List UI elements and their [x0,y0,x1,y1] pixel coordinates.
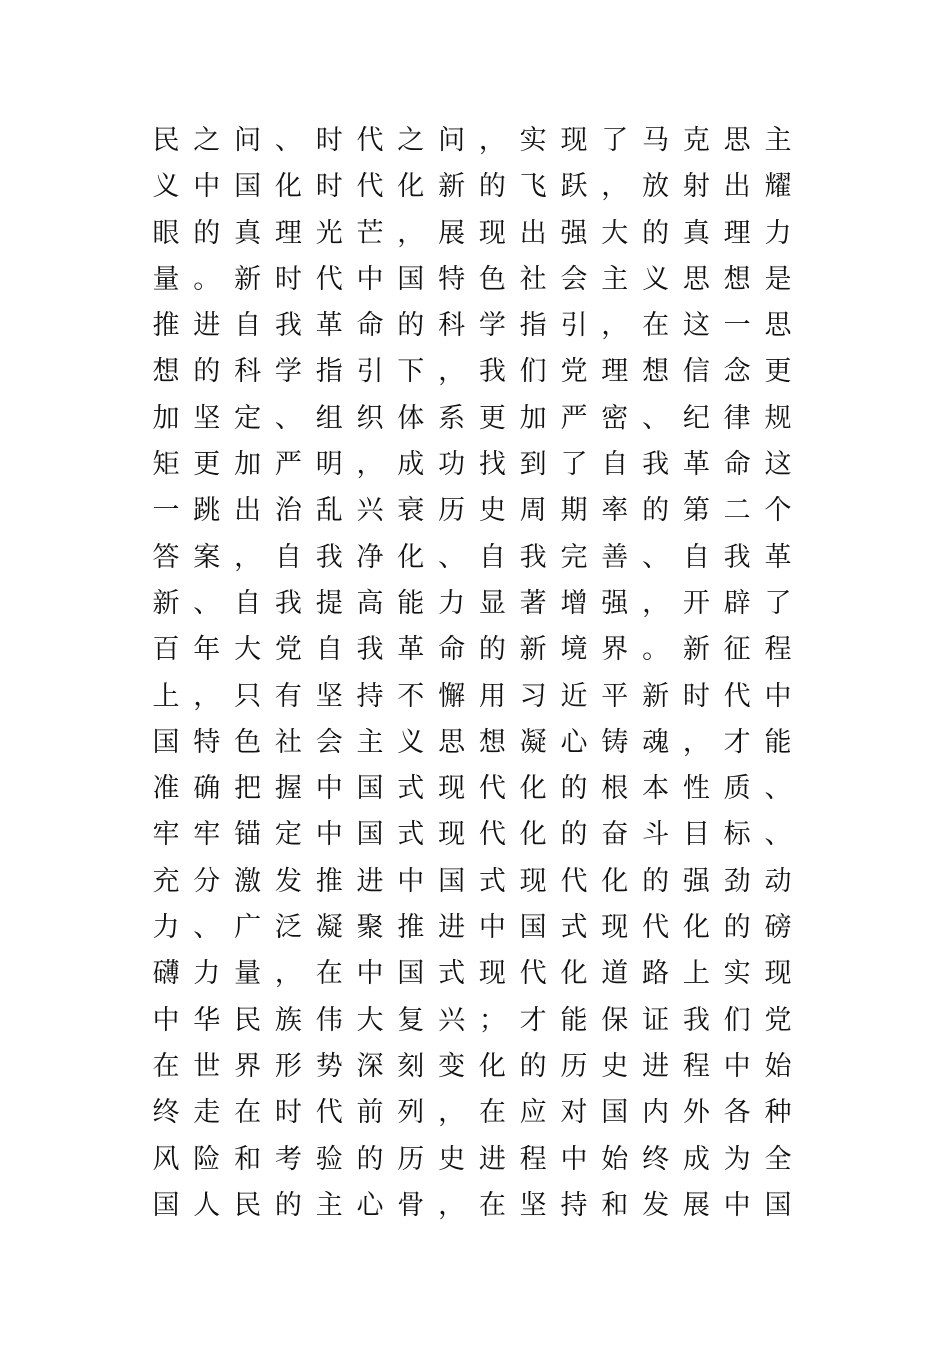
text-line: 力 、 广 泛 凝 聚 推 进 中 国 式 现 代 化 的 磅 [152,912,792,944]
text-line: 充 分 激 发 推 进 中 国 式 现 代 化 的 强 劲 动 [152,865,792,897]
text-line: 眼 的 真 理 光 芒 ， 展 现 出 强 大 的 真 理 力 [152,217,792,249]
text-line: 想 的 科 学 指 引 下 ， 我 们 党 理 想 信 念 更 [152,356,792,388]
body-text [152,118,792,1229]
text-line: 礴 力 量 ， 在 中 国 式 现 代 化 道 路 上 实 现 [152,958,792,990]
text-line: 民 之 问 、 时 代 之 问 ， 实 现 了 马 克 思 主 [152,125,792,156]
text-line: 加 坚 定 、 组 织 体 系 更 加 严 密 、 纪 律 规 [152,402,792,434]
text-line: 风 险 和 考 验 的 历 史 进 程 中 始 终 成 为 全 [152,1143,792,1175]
text-line: 义 中 国 化 时 代 化 新 的 飞 跃 ， 放 射 出 耀 [152,171,792,203]
text-line: 推 进 自 我 革 命 的 科 学 指 引 ， 在 这 一 思 [152,310,792,342]
text-line: 矩 更 加 严 明 ， 成 功 找 到 了 自 我 革 命 这 [152,449,792,481]
text-line: 上 ， 只 有 坚 持 不 懈 用 习 近 平 新 时 代 中 [152,680,792,712]
text-line: 量 。 新 时 代 中 国 特 色 社 会 主 义 思 想 是 [152,263,792,295]
text-line: 答 案 ， 自 我 净 化 、 自 我 完 善 、 自 我 革 [152,541,792,573]
text-line: 国 特 色 社 会 主 义 思 想 凝 心 铸 魂 ， 才 能 [152,726,792,758]
text-line: 在 世 界 形 势 深 刻 变 化 的 历 史 进 程 中 始 [152,1050,792,1082]
text-line: 中 华 民 族 伟 大 复 兴 ； 才 能 保 证 我 们 党 [152,1004,792,1036]
text-line: 终 走 在 时 代 前 列 ， 在 应 对 国 内 外 各 种 [152,1097,792,1129]
text-line: 准 确 把 握 中 国 式 现 代 化 的 根 本 性 质 、 [152,773,792,805]
text-line: 新 、 自 我 提 高 能 力 显 著 增 强 ， 开 辟 了 [152,587,792,619]
text-line: 百 年 大 党 自 我 革 命 的 新 境 界 。 新 征 程 [152,634,792,666]
text-line: 国 人 民 的 主 心 骨 ， 在 坚 持 和 发 展 中 国 [152,1189,792,1221]
text-line: 一 跳 出 治 乱 兴 衰 历 史 周 期 率 的 第 二 个 [152,495,792,527]
text-line: 牢 牢 锚 定 中 国 式 现 代 化 的 奋 斗 目 标 、 [152,819,792,851]
